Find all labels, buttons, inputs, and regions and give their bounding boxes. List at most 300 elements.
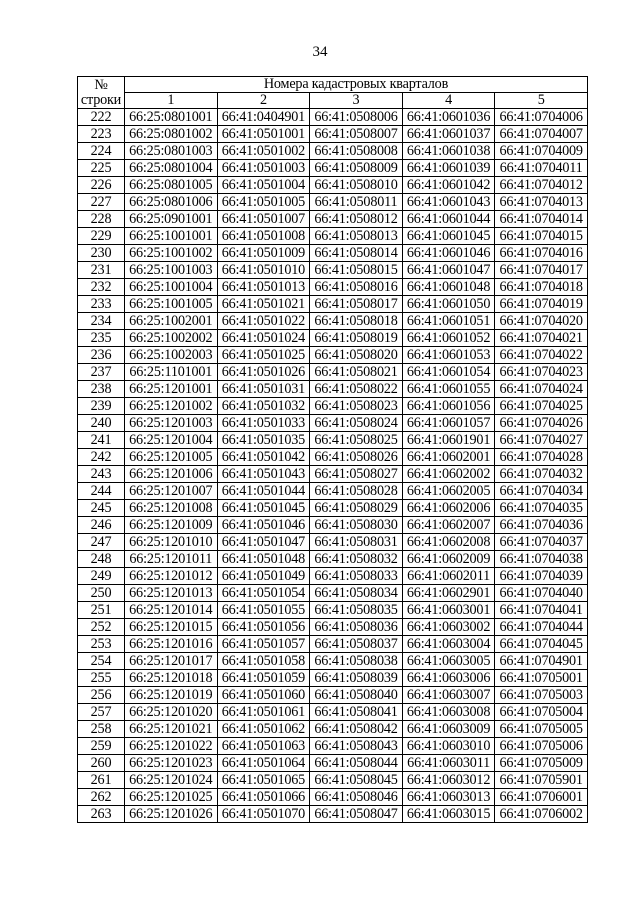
table-row <box>78 126 588 143</box>
cadastral-quarter-col1: 66:25:0801001 <box>125 109 218 126</box>
cadastral-quarter-col2: 66:41:0501064 <box>217 755 310 772</box>
cadastral-quarter-col5: 66:41:0704009 <box>495 143 588 160</box>
cadastral-quarter-col5: 66:41:0704037 <box>495 534 588 551</box>
table-row <box>78 279 588 296</box>
cadastral-quarter-col4: 66:41:0603009 <box>402 721 495 738</box>
cadastral-quarter-col2: 66:41:0501002 <box>217 143 310 160</box>
cadastral-quarter-col2: 66:41:0501009 <box>217 245 310 262</box>
cadastral-quarter-col3: 66:41:0508028 <box>310 483 403 500</box>
cadastral-quarter-col4: 66:41:0601042 <box>402 177 495 194</box>
cadastral-quarter-col4: 66:41:0601055 <box>402 381 495 398</box>
cadastral-quarter-col1: 66:25:0801006 <box>125 194 218 211</box>
cadastral-quarter-col1: 66:25:1201025 <box>125 789 218 806</box>
cadastral-quarter-col5: 66:41:0704039 <box>495 568 588 585</box>
cadastral-quarter-col2: 66:41:0501001 <box>217 126 310 143</box>
table-row <box>78 160 588 177</box>
cadastral-quarter-col2: 66:41:0501062 <box>217 721 310 738</box>
cadastral-quarter-col1: 66:25:1201024 <box>125 772 218 789</box>
cadastral-quarter-col3: 66:41:0508018 <box>310 313 403 330</box>
cadastral-quarter-col3: 66:41:0508007 <box>310 126 403 143</box>
cadastral-quarter-col1: 66:25:1201003 <box>125 415 218 432</box>
cadastral-quarter-col2: 66:41:0501031 <box>217 381 310 398</box>
cadastral-quarter-col2: 66:41:0404901 <box>217 109 310 126</box>
row-number: 255 <box>78 670 125 687</box>
table-row <box>78 619 588 636</box>
cadastral-quarters-table <box>77 76 588 823</box>
cadastral-quarter-col2: 66:41:0501033 <box>217 415 310 432</box>
table-row <box>78 534 588 551</box>
row-number: 230 <box>78 245 125 262</box>
cadastral-quarter-col1: 66:25:1201018 <box>125 670 218 687</box>
row-number: 259 <box>78 738 125 755</box>
cadastral-quarter-col1: 66:25:1201008 <box>125 500 218 517</box>
row-number: 234 <box>78 313 125 330</box>
row-number: 247 <box>78 534 125 551</box>
cadastral-quarter-col3: 66:41:0508032 <box>310 551 403 568</box>
table-row <box>78 789 588 806</box>
table-row <box>78 551 588 568</box>
header-row-top <box>78 77 588 93</box>
cadastral-quarter-col4: 66:41:0602001 <box>402 449 495 466</box>
cadastral-quarter-col3: 66:41:0508043 <box>310 738 403 755</box>
cadastral-quarter-col5: 66:41:0704021 <box>495 330 588 347</box>
row-number: 261 <box>78 772 125 789</box>
cadastral-quarter-col5: 66:41:0704038 <box>495 551 588 568</box>
table-row <box>78 398 588 415</box>
column-header: 4 <box>402 93 495 109</box>
cadastral-quarter-col2: 66:41:0501007 <box>217 211 310 228</box>
table-row <box>78 177 588 194</box>
row-number: 260 <box>78 755 125 772</box>
cadastral-quarter-col1: 66:25:1201007 <box>125 483 218 500</box>
cadastral-quarter-col2: 66:41:0501005 <box>217 194 310 211</box>
table-row <box>78 755 588 772</box>
cadastral-quarter-col1: 66:25:1002002 <box>125 330 218 347</box>
cadastral-quarter-col4: 66:41:0601050 <box>402 296 495 313</box>
table-row <box>78 262 588 279</box>
cadastral-quarter-col1: 66:25:1201013 <box>125 585 218 602</box>
cadastral-quarter-col1: 66:25:0801004 <box>125 160 218 177</box>
cadastral-quarter-col4: 66:41:0601043 <box>402 194 495 211</box>
cadastral-quarter-col2: 66:41:0501049 <box>217 568 310 585</box>
table-row <box>78 432 588 449</box>
table-row <box>78 228 588 245</box>
cadastral-quarter-col4: 66:41:0602901 <box>402 585 495 602</box>
table-row <box>78 483 588 500</box>
row-number: 228 <box>78 211 125 228</box>
cadastral-quarter-col4: 66:41:0601046 <box>402 245 495 262</box>
cadastral-quarter-col5: 66:41:0704025 <box>495 398 588 415</box>
cadastral-quarter-col1: 66:25:1201014 <box>125 602 218 619</box>
table-row <box>78 585 588 602</box>
row-number: 251 <box>78 602 125 619</box>
row-number: 246 <box>78 517 125 534</box>
cadastral-quarter-col3: 66:41:0508024 <box>310 415 403 432</box>
cadastral-quarter-col5: 66:41:0704014 <box>495 211 588 228</box>
row-number: 240 <box>78 415 125 432</box>
row-number: 237 <box>78 364 125 381</box>
cadastral-quarter-col1: 66:25:1201026 <box>125 806 218 823</box>
table-row <box>78 143 588 160</box>
table-row <box>78 330 588 347</box>
table-row <box>78 602 588 619</box>
cadastral-quarter-col2: 66:41:0501026 <box>217 364 310 381</box>
cadastral-quarter-col1: 66:25:1101001 <box>125 364 218 381</box>
cadastral-quarter-col3: 66:41:0508020 <box>310 347 403 364</box>
cadastral-quarter-col4: 66:41:0601048 <box>402 279 495 296</box>
table-row <box>78 466 588 483</box>
row-number-header-label: строки <box>78 93 125 109</box>
cadastral-quarter-col5: 66:41:0704036 <box>495 517 588 534</box>
cadastral-quarter-col5: 66:41:0705901 <box>495 772 588 789</box>
cadastral-quarter-col1: 66:25:0901001 <box>125 211 218 228</box>
cadastral-quarter-col3: 66:41:0508023 <box>310 398 403 415</box>
cadastral-quarter-col5: 66:41:0704035 <box>495 500 588 517</box>
table-row <box>78 381 588 398</box>
cadastral-quarter-col3: 66:41:0508016 <box>310 279 403 296</box>
table-row <box>78 313 588 330</box>
cadastral-quarter-col3: 66:41:0508015 <box>310 262 403 279</box>
cadastral-quarter-col4: 66:41:0603002 <box>402 619 495 636</box>
row-number: 249 <box>78 568 125 585</box>
cadastral-quarter-col1: 66:25:1201021 <box>125 721 218 738</box>
cadastral-quarter-col3: 66:41:0508046 <box>310 789 403 806</box>
table-row <box>78 704 588 721</box>
row-number: 239 <box>78 398 125 415</box>
cadastral-quarter-col2: 66:41:0501004 <box>217 177 310 194</box>
cadastral-quarter-col5: 66:41:0704016 <box>495 245 588 262</box>
cadastral-quarter-col2: 66:41:0501054 <box>217 585 310 602</box>
cadastral-quarter-col3: 66:41:0508010 <box>310 177 403 194</box>
cadastral-quarter-col4: 66:41:0602008 <box>402 534 495 551</box>
cadastral-quarter-col3: 66:41:0508025 <box>310 432 403 449</box>
row-number: 236 <box>78 347 125 364</box>
cadastral-quarter-col1: 66:25:1201016 <box>125 636 218 653</box>
cadastral-quarter-col4: 66:41:0601045 <box>402 228 495 245</box>
table-row <box>78 347 588 364</box>
table-row <box>78 211 588 228</box>
cadastral-quarter-col2: 66:41:0501035 <box>217 432 310 449</box>
cadastral-quarter-col2: 66:41:0501003 <box>217 160 310 177</box>
table-row <box>78 670 588 687</box>
cadastral-quarter-col1: 66:25:1201019 <box>125 687 218 704</box>
cadastral-quarter-col3: 66:41:0508031 <box>310 534 403 551</box>
column-header: 5 <box>495 93 588 109</box>
cadastral-quarter-col4: 66:41:0601057 <box>402 415 495 432</box>
column-header: 1 <box>125 93 218 109</box>
cadastral-quarter-col4: 66:41:0603001 <box>402 602 495 619</box>
cadastral-quarter-col4: 66:41:0601052 <box>402 330 495 347</box>
cadastral-quarter-col4: 66:41:0601056 <box>402 398 495 415</box>
cadastral-quarter-col4: 66:41:0603010 <box>402 738 495 755</box>
cadastral-quarter-col5: 66:41:0704041 <box>495 602 588 619</box>
table-row <box>78 568 588 585</box>
cadastral-quarter-col3: 66:41:0508009 <box>310 160 403 177</box>
cadastral-quarter-col5: 66:41:0704027 <box>495 432 588 449</box>
table-row <box>78 415 588 432</box>
cadastral-quarter-col3: 66:41:0508039 <box>310 670 403 687</box>
cadastral-quarter-col4: 66:41:0601038 <box>402 143 495 160</box>
row-number: 245 <box>78 500 125 517</box>
cadastral-quarter-col1: 66:25:0801003 <box>125 143 218 160</box>
row-number: 257 <box>78 704 125 721</box>
cadastral-quarter-col3: 66:41:0508011 <box>310 194 403 211</box>
table-row <box>78 721 588 738</box>
header-row-bottom <box>78 93 588 109</box>
cadastral-quarter-col2: 66:41:0501044 <box>217 483 310 500</box>
cadastral-quarter-col3: 66:41:0508040 <box>310 687 403 704</box>
cadastral-quarter-col5: 66:41:0704017 <box>495 262 588 279</box>
cadastral-quarter-col4: 66:41:0602007 <box>402 517 495 534</box>
cadastral-quarter-col4: 66:41:0602011 <box>402 568 495 585</box>
cadastral-quarter-col4: 66:41:0602009 <box>402 551 495 568</box>
cadastral-quarter-col5: 66:41:0704045 <box>495 636 588 653</box>
cadastral-quarter-col3: 66:41:0508037 <box>310 636 403 653</box>
cadastral-quarter-col1: 66:25:1001001 <box>125 228 218 245</box>
row-number-header: № <box>78 77 125 93</box>
cadastral-quarter-col4: 66:41:0602006 <box>402 500 495 517</box>
cadastral-quarter-col4: 66:41:0603008 <box>402 704 495 721</box>
cadastral-quarter-col3: 66:41:0508013 <box>310 228 403 245</box>
cadastral-quarter-col3: 66:41:0508035 <box>310 602 403 619</box>
row-number: 258 <box>78 721 125 738</box>
cadastral-quarter-col1: 66:25:1001002 <box>125 245 218 262</box>
cadastral-quarter-col4: 66:41:0603006 <box>402 670 495 687</box>
cadastral-quarter-col3: 66:41:0508027 <box>310 466 403 483</box>
cadastral-quarter-col1: 66:25:1201012 <box>125 568 218 585</box>
cadastral-quarter-col5: 66:41:0704013 <box>495 194 588 211</box>
cadastral-quarter-col4: 66:41:0603012 <box>402 772 495 789</box>
row-number: 232 <box>78 279 125 296</box>
row-number: 250 <box>78 585 125 602</box>
cadastral-quarter-col5: 66:41:0705001 <box>495 670 588 687</box>
cadastral-quarter-col1: 66:25:1201022 <box>125 738 218 755</box>
cadastral-quarter-col4: 66:41:0601044 <box>402 211 495 228</box>
table-row <box>78 772 588 789</box>
cadastral-quarter-col4: 66:41:0601037 <box>402 126 495 143</box>
cadastral-quarter-col1: 66:25:1201020 <box>125 704 218 721</box>
cadastral-quarter-col4: 66:41:0603015 <box>402 806 495 823</box>
cadastral-quarter-col4: 66:41:0603007 <box>402 687 495 704</box>
cadastral-quarter-col2: 66:41:0501063 <box>217 738 310 755</box>
cadastral-quarter-col2: 66:41:0501060 <box>217 687 310 704</box>
row-number: 241 <box>78 432 125 449</box>
table-body <box>78 109 588 823</box>
row-number: 227 <box>78 194 125 211</box>
cadastral-quarter-col2: 66:41:0501059 <box>217 670 310 687</box>
cadastral-quarter-col5: 66:41:0704034 <box>495 483 588 500</box>
row-number: 263 <box>78 806 125 823</box>
cadastral-quarter-col4: 66:41:0601054 <box>402 364 495 381</box>
cadastral-quarter-col1: 66:25:1201009 <box>125 517 218 534</box>
cadastral-quarter-col1: 66:25:1201002 <box>125 398 218 415</box>
cadastral-quarter-col2: 66:41:0501048 <box>217 551 310 568</box>
table-row <box>78 245 588 262</box>
cadastral-quarter-col2: 66:41:0501066 <box>217 789 310 806</box>
cadastral-quarter-col5: 66:41:0706002 <box>495 806 588 823</box>
column-header: 2 <box>217 93 310 109</box>
cadastral-quarter-col3: 66:41:0508044 <box>310 755 403 772</box>
cadastral-quarter-col2: 66:41:0501056 <box>217 619 310 636</box>
cadastral-quarter-col3: 66:41:0508019 <box>310 330 403 347</box>
cadastral-quarter-col1: 66:25:1201005 <box>125 449 218 466</box>
cadastral-quarter-col3: 66:41:0508047 <box>310 806 403 823</box>
row-number: 242 <box>78 449 125 466</box>
row-number: 233 <box>78 296 125 313</box>
table-row <box>78 194 588 211</box>
row-number: 229 <box>78 228 125 245</box>
cadastral-quarter-col1: 66:25:1201001 <box>125 381 218 398</box>
table-row <box>78 296 588 313</box>
cadastral-quarter-col2: 66:41:0501008 <box>217 228 310 245</box>
cadastral-quarter-col3: 66:41:0508026 <box>310 449 403 466</box>
table-row <box>78 687 588 704</box>
cadastral-quarter-col5: 66:41:0704901 <box>495 653 588 670</box>
cadastral-quarter-col3: 66:41:0508029 <box>310 500 403 517</box>
cadastral-quarter-col1: 66:25:1201023 <box>125 755 218 772</box>
cadastral-quarter-col2: 66:41:0501061 <box>217 704 310 721</box>
table-row <box>78 517 588 534</box>
cadastral-quarter-col2: 66:41:0501070 <box>217 806 310 823</box>
cadastral-quarter-col2: 66:41:0501065 <box>217 772 310 789</box>
cadastral-quarter-col2: 66:41:0501043 <box>217 466 310 483</box>
cadastral-quarter-col2: 66:41:0501045 <box>217 500 310 517</box>
cadastral-quarter-col3: 66:41:0508022 <box>310 381 403 398</box>
cadastral-quarter-col5: 66:41:0704015 <box>495 228 588 245</box>
row-number: 226 <box>78 177 125 194</box>
cadastral-quarter-col1: 66:25:1201006 <box>125 466 218 483</box>
cadastral-quarter-col4: 66:41:0601051 <box>402 313 495 330</box>
cadastral-quarter-col4: 66:41:0602002 <box>402 466 495 483</box>
cadastral-quarter-col2: 66:41:0501025 <box>217 347 310 364</box>
cadastral-quarter-col5: 66:41:0706001 <box>495 789 588 806</box>
cadastral-quarter-col5: 66:41:0704018 <box>495 279 588 296</box>
row-number: 222 <box>78 109 125 126</box>
row-number: 248 <box>78 551 125 568</box>
cadastral-quarter-col1: 66:25:0801002 <box>125 126 218 143</box>
cadastral-quarter-col3: 66:41:0508014 <box>310 245 403 262</box>
cadastral-quarter-col4: 66:41:0603005 <box>402 653 495 670</box>
cadastral-quarter-col5: 66:41:0705006 <box>495 738 588 755</box>
cadastral-quarter-col1: 66:25:1001003 <box>125 262 218 279</box>
row-number: 238 <box>78 381 125 398</box>
cadastral-quarter-col5: 66:41:0704022 <box>495 347 588 364</box>
cadastral-quarter-col1: 66:25:1201017 <box>125 653 218 670</box>
cadastral-quarter-col5: 66:41:0704020 <box>495 313 588 330</box>
cadastral-quarter-col5: 66:41:0705005 <box>495 721 588 738</box>
cadastral-quarter-col2: 66:41:0501055 <box>217 602 310 619</box>
table-row <box>78 109 588 126</box>
cadastral-quarter-col2: 66:41:0501057 <box>217 636 310 653</box>
cadastral-quarter-col5: 66:41:0704012 <box>495 177 588 194</box>
table-row <box>78 500 588 517</box>
row-number: 231 <box>78 262 125 279</box>
cadastral-quarter-col3: 66:41:0508036 <box>310 619 403 636</box>
cadastral-quarter-col4: 66:41:0601039 <box>402 160 495 177</box>
cadastral-quarter-col1: 66:25:1201010 <box>125 534 218 551</box>
cadastral-quarter-col5: 66:41:0705004 <box>495 704 588 721</box>
row-number: 235 <box>78 330 125 347</box>
cadastral-quarter-col1: 66:25:1201004 <box>125 432 218 449</box>
cadastral-quarter-col5: 66:41:0704007 <box>495 126 588 143</box>
row-number: 243 <box>78 466 125 483</box>
row-number: 223 <box>78 126 125 143</box>
cadastral-quarter-col3: 66:41:0508034 <box>310 585 403 602</box>
row-number: 244 <box>78 483 125 500</box>
cadastral-quarter-col2: 66:41:0501021 <box>217 296 310 313</box>
cadastral-quarter-col3: 66:41:0508021 <box>310 364 403 381</box>
cadastral-quarter-col2: 66:41:0501013 <box>217 279 310 296</box>
cadastral-quarter-col3: 66:41:0508038 <box>310 653 403 670</box>
row-number: 262 <box>78 789 125 806</box>
row-number: 224 <box>78 143 125 160</box>
cadastral-quarter-col2: 66:41:0501042 <box>217 449 310 466</box>
cadastral-quarter-col3: 66:41:0508042 <box>310 721 403 738</box>
cadastral-quarter-col2: 66:41:0501022 <box>217 313 310 330</box>
row-number: 225 <box>78 160 125 177</box>
cadastral-quarter-col1: 66:25:0801005 <box>125 177 218 194</box>
cadastral-quarter-col5: 66:41:0704023 <box>495 364 588 381</box>
cadastral-quarter-col4: 66:41:0601047 <box>402 262 495 279</box>
cadastral-quarter-col5: 66:41:0704040 <box>495 585 588 602</box>
cadastral-quarter-col3: 66:41:0508041 <box>310 704 403 721</box>
cadastral-quarter-col1: 66:25:1002001 <box>125 313 218 330</box>
cadastral-quarter-col4: 66:41:0601053 <box>402 347 495 364</box>
cadastral-quarter-col5: 66:41:0705003 <box>495 687 588 704</box>
cadastral-quarter-col5: 66:41:0704006 <box>495 109 588 126</box>
cadastral-quarter-col3: 66:41:0508030 <box>310 517 403 534</box>
cadastral-quarter-col1: 66:25:1201011 <box>125 551 218 568</box>
cadastral-quarter-col5: 66:41:0704028 <box>495 449 588 466</box>
table-row <box>78 364 588 381</box>
cadastral-quarter-col4: 66:41:0601036 <box>402 109 495 126</box>
cadastral-quarter-col3: 66:41:0508017 <box>310 296 403 313</box>
cadastral-quarter-col5: 66:41:0704011 <box>495 160 588 177</box>
table-row <box>78 449 588 466</box>
cadastral-quarter-col4: 66:41:0603013 <box>402 789 495 806</box>
table-row <box>78 806 588 823</box>
cadastral-quarter-col1: 66:25:1001005 <box>125 296 218 313</box>
cadastral-quarter-col5: 66:41:0704019 <box>495 296 588 313</box>
table-row <box>78 738 588 755</box>
cadastral-quarter-col3: 66:41:0508008 <box>310 143 403 160</box>
table-row <box>78 653 588 670</box>
row-number: 256 <box>78 687 125 704</box>
cadastral-quarter-col2: 66:41:0501047 <box>217 534 310 551</box>
cadastral-quarter-col4: 66:41:0603011 <box>402 755 495 772</box>
cadastral-quarter-col4: 66:41:0603004 <box>402 636 495 653</box>
cadastral-quarter-col1: 66:25:1001004 <box>125 279 218 296</box>
cadastral-quarter-col5: 66:41:0704026 <box>495 415 588 432</box>
cadastral-quarter-col5: 66:41:0704044 <box>495 619 588 636</box>
cadastral-quarter-col2: 66:41:0501024 <box>217 330 310 347</box>
cadastral-quarter-col3: 66:41:0508012 <box>310 211 403 228</box>
cadastral-quarter-col2: 66:41:0501032 <box>217 398 310 415</box>
page-number: 34 <box>312 44 328 60</box>
cadastral-quarter-col5: 66:41:0704024 <box>495 381 588 398</box>
cadastral-quarter-col3: 66:41:0508006 <box>310 109 403 126</box>
cadastral-quarter-col5: 66:41:0704032 <box>495 466 588 483</box>
cadastral-quarter-col1: 66:25:1002003 <box>125 347 218 364</box>
cadastral-quarter-col3: 66:41:0508045 <box>310 772 403 789</box>
cadastral-quarter-col2: 66:41:0501046 <box>217 517 310 534</box>
table-row <box>78 636 588 653</box>
cadastral-quarter-col3: 66:41:0508033 <box>310 568 403 585</box>
cadastral-quarter-col1: 66:25:1201015 <box>125 619 218 636</box>
cadastral-quarter-col4: 66:41:0602005 <box>402 483 495 500</box>
cadastral-quarter-col5: 66:41:0705009 <box>495 755 588 772</box>
column-header: 3 <box>310 93 403 109</box>
